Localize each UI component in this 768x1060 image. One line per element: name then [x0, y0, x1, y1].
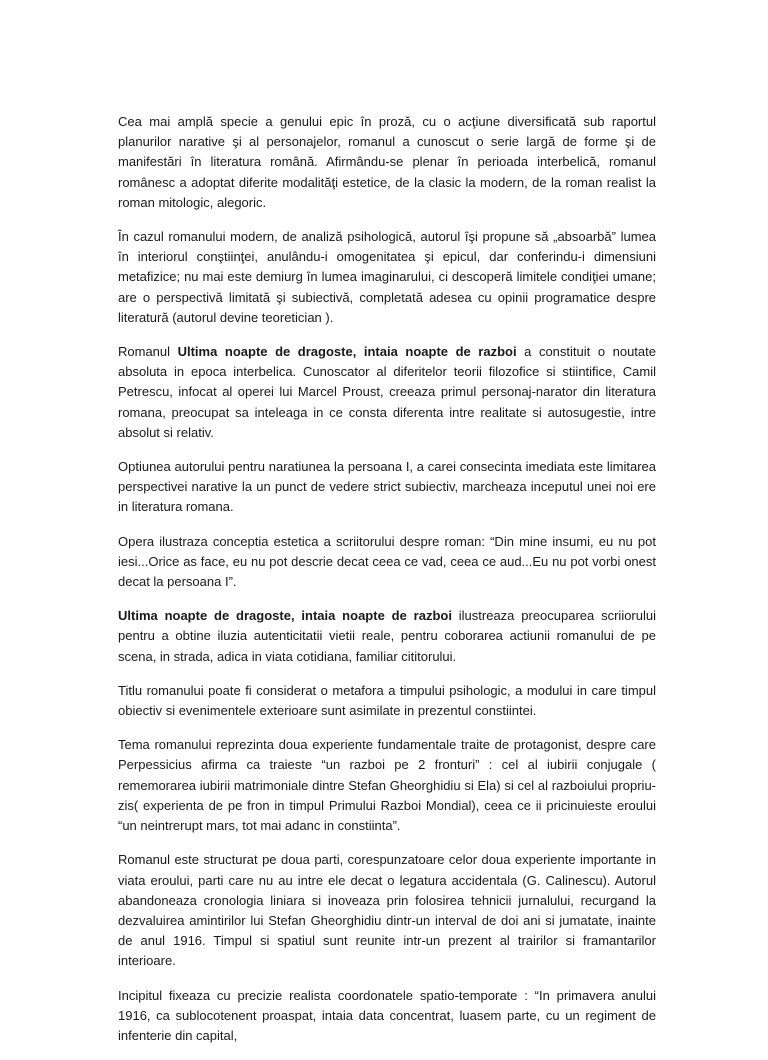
paragraph-7-text: Titlu romanului poate fi considerat o metafora a timpului psihologic, a modului in care timpul obiectiv si evenimentele exterioare sunt asimilate in prezentul constiintei.	[118, 682, 656, 719]
paragraph-5	[118, 532, 656, 593]
paragraph-1	[118, 112, 656, 213]
paragraph-6-text: ilustreaza preocuparea scriiorului pentru a obtine iluzia autenticitatii vietii reale, pentru coborarea actiunii romanului de pe scena, in strada, adica in viata cotidiana, familiar cititorului.	[118, 608, 656, 664]
paragraph-3-text-b: a constituit o noutate absoluta in epoca interbelica. Cunoscator al diferitelor teorii filozofice si stiintifice, Camil Petrescu, infocat al operei lui Marcel Proust, creeaza primul personaj-narator din literatura romana, preocupat sa inteleaga in ce consta diferenta intre realitate si autosugestie, intre absolut si relativ.	[118, 344, 656, 440]
paragraph-3	[118, 342, 656, 443]
novel-title-bold: Ultima noapte de dragoste, intaia noapte de razboi	[177, 344, 517, 360]
paragraph-10-text: Incipitul fixeaza cu precizie realista coordonatele spatio-temporate : “In primavera anului 1916, ca sublocotenent proaspat, intaia data concentrat, luasem parte, cu un regiment de infenterie din capital,	[118, 987, 656, 1043]
paragraph-10	[118, 986, 656, 1047]
paragraph-2	[118, 227, 656, 328]
paragraph-1-text: Cea mai amplă specie a genului epic în proză, cu o acţiune diversificată sub raportul planurilor narative şi al personajelor, romanul a cunoscut o serie largă de forme şi de manifestări în literatura română. Afirmându-se plenar în perioada interbelică, romanul românesc a adoptat diferite modalităţi estetice, de la clasic la modern, de la roman realist la roman mitologic, alegoric.	[118, 114, 656, 210]
paragraph-3-text-a: Romanul	[118, 344, 178, 360]
paragraph-4	[118, 457, 656, 518]
paragraph-4-text: Optiunea autorului pentru naratiunea la persoana I, a carei consecinta imediata este limitarea perspectivei narative la un punct de vedere strict subiectiv, marcheaza inceputul unei noi ere in literatura romana.	[118, 459, 656, 515]
paragraph-9-text: Romanul este structurat pe doua parti, corespunzatoare celor doua experiente importante in viata eroului, parti care nu au intre ele decat o legatura accidentala (G. Calinescu). Autorul abandoneaza cronologia liniara si inoveaza prin folosirea tehnicii jurnalului, recurgand la dezvaluirea amintirilor lui Stefan Gheorghidiu dintr-un interval de doi ani si jumatate, inainte de anul 1916. Timpul si spatiul sunt reunite intr-un prezent al trairilor si framantarilor interioare.	[118, 852, 656, 969]
paragraph-5-text: Opera ilustraza conceptia estetica a scriitorului despre roman: “Din mine insumi, eu nu pot iesi...Orice as face, eu nu pot descrie decat ceea ce vad, ceea ce aud...Eu nu pot vorbi onest decat la persoana I”.	[118, 533, 656, 590]
paragraph-8	[118, 735, 656, 836]
novel-title-bold-2: Ultima noapte de dragoste, intaia noapte de razboi	[118, 608, 452, 624]
document-page	[118, 112, 656, 1060]
paragraph-9	[118, 850, 656, 971]
paragraph-8-text: Tema romanului reprezinta doua experiente fundamentale traite de protagonist, despre care Perpessicius afirma ca traieste “un razboi pe 2 fronturi” : cel al iubirii conjugale ( rememorarea iubirii matrimoniale dintre Stefan Gheorghidiu si Ela) si cel al razboiului propriu-zis( experienta de pe fron in timpul Primului Razboi Mondial), ceea ce ii pricinuieste eroului “un neintrerupt mars, tot mai adanc in constiinta”.	[118, 737, 656, 834]
paragraph-6	[118, 606, 656, 667]
paragraph-2-text: În cazul romanului modern, de analiză psihologică, autorul îşi propune să „absoarbă” lumea în interiorul conştiinţei, anulându-i omogenitatea şi epicul, dar conferindu-i dimensiuni metafizice; nu mai este demiurg în lumea imaginarului, ci descoperă limitele condiţiei umane; are o perspectivă limitată şi subiectivă, completată adesea cu opinii programatice despre literatură (autorul devine teoretician ).	[118, 229, 656, 325]
paragraph-7	[118, 681, 656, 721]
